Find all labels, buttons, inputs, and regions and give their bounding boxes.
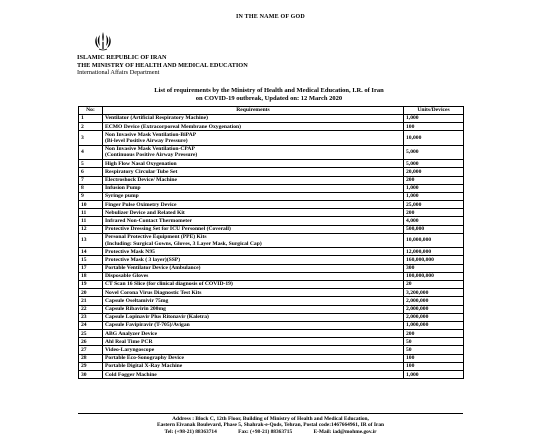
footer-address-line2: Eastern Eivanak Boulevard, Phase 5, Shahrak-e-Qods, Tehran, Postal code:1467664961, IR of Iran [156, 422, 385, 429]
requirement-cell [103, 313, 404, 321]
iran-emblem-icon [94, 30, 112, 52]
row-number: 27 [79, 346, 103, 354]
requirement-text: Infusion Pump [105, 185, 141, 192]
row-number: 20 [79, 289, 103, 297]
column-header-units: Units/Devices [404, 107, 464, 115]
row-number: 26 [79, 338, 103, 346]
row-number: 25 [79, 330, 103, 338]
ministry-name: THE MINISTRY OF HEALTH AND MEDICAL EDUCATION [77, 61, 248, 69]
table-row [79, 176, 464, 184]
row-number: 15 [79, 256, 103, 264]
requirement-text: Ventilator (Artificial Respiratory Machine) [105, 115, 208, 122]
table-row [79, 192, 464, 200]
row-number: 24 [79, 321, 103, 329]
requirement-cell [103, 168, 404, 176]
units-cell: 300 [404, 264, 464, 272]
requirement-text: Video-Laryngoscope [105, 346, 155, 353]
requirement-cell [103, 233, 404, 247]
requirement-cell [103, 123, 404, 131]
document-title-line1: List of requirements by the Ministry of Health and Medical Education, I.R. of Iran [154, 87, 384, 94]
requirement-cell [103, 184, 404, 192]
requirement-cell [103, 354, 404, 362]
units-cell: 4,000 [404, 217, 464, 225]
units-cell: 50 [404, 338, 464, 346]
requirement-text: Capsule Favipiravir (T-705)/Avigan [105, 322, 190, 329]
units-cell: 1,000 [404, 192, 464, 200]
requirement-text: High Flow Nasal Oxygenation [105, 160, 177, 167]
row-number: 19 [79, 280, 103, 288]
requirement-cell [103, 346, 404, 354]
requirement-cell [103, 362, 404, 370]
footer-address-line1: Address : Block C, 12th Floor, Building of Ministry of Health and Medical Education, [172, 416, 369, 422]
requirement-cell [103, 209, 404, 217]
units-cell: 100 [404, 123, 464, 131]
requirement-cell [103, 201, 404, 209]
footer-divider [78, 413, 463, 414]
table-row [79, 272, 464, 280]
requirement-text: Novel Corona Virus Diagnostic Test Kits [105, 289, 202, 296]
table-row [79, 115, 464, 123]
table-row [79, 168, 464, 176]
column-header-requirements: Requirements [103, 107, 404, 115]
table-header-row [79, 107, 464, 115]
row-number: 9 [79, 192, 103, 200]
units-cell: 2,000,000 [404, 305, 464, 313]
requirement-cell [103, 264, 404, 272]
requirement-text: Portable Ventilator Device (Ambulance) [105, 265, 201, 272]
footer-contact [78, 429, 463, 435]
table-row [79, 201, 464, 209]
units-cell: 500,000 [404, 225, 464, 233]
requirement-text: Personal Protective Equipment (PPE) Kits [105, 234, 207, 241]
requirement-text: Disposable Gloves [105, 273, 149, 280]
row-number: 14 [79, 248, 103, 256]
units-cell: 200 [404, 330, 464, 338]
row-number: 11 [79, 209, 103, 217]
table-row [79, 256, 464, 264]
units-cell: 1,000 [404, 184, 464, 192]
top-title: IN THE NAME OF GOD [236, 14, 305, 20]
requirement-cell [103, 145, 404, 159]
footer-fax: Fax: (+98-21) 88363715 [238, 428, 293, 435]
requirement-text: Capsule Lopinavir Plus Ritonavir (Kaletra) [105, 314, 209, 321]
requirement-cell [103, 160, 404, 168]
row-number: 2 [79, 123, 103, 131]
row-number: 3 [79, 131, 103, 145]
units-cell: 100,000,000 [404, 272, 464, 280]
row-number: 21 [79, 297, 103, 305]
table-row [79, 362, 464, 370]
document-title [77, 87, 461, 103]
table-row [79, 209, 464, 217]
requirement-text: Portable Digital X-Ray Machine [105, 363, 183, 370]
requirement-text: Protective Mask ( 3 layer)(SSP) [105, 256, 181, 263]
requirement-text: Ahl Real Time PCR [105, 338, 153, 345]
requirement-text: Syringe pump [105, 193, 139, 200]
requirement-cell [103, 371, 404, 379]
row-number: 5 [79, 160, 103, 168]
units-cell: 10,000 [404, 131, 464, 145]
table-row [79, 248, 464, 256]
requirement-text: Protective Mask N95 [105, 248, 155, 255]
requirement-text: ECMO Device (Extracorporeal Membrane Oxygenation) [105, 123, 241, 130]
row-number: 11 [79, 217, 103, 225]
units-cell: 2,000,000 [404, 313, 464, 321]
table-row [79, 330, 464, 338]
footer-email: E-Mail: iad@mohme.gov.ir [313, 428, 377, 435]
requirement-cell [103, 248, 404, 256]
requirement-text: CT Scan 16 Slice (for clinical diagnosis of COVID-19) [105, 281, 233, 288]
requirement-cell [103, 321, 404, 329]
requirement-cell [103, 217, 404, 225]
units-cell: 20 [404, 280, 464, 288]
requirement-text: Non Invasive Mask Ventilation-BiPAP [105, 131, 197, 138]
table-row [79, 131, 464, 145]
table-row [79, 184, 464, 192]
row-number: 17 [79, 264, 103, 272]
requirement-cell [103, 256, 404, 264]
row-number: 7 [79, 176, 103, 184]
requirement-text: ABG Analyzer Device [105, 330, 158, 337]
requirement-text: Finger Pulse Oximetry Device [105, 201, 177, 208]
units-cell: 1,000 [404, 115, 464, 123]
requirement-cell [103, 338, 404, 346]
requirement-text: Capsule Oseltamivir 75mg [105, 297, 169, 304]
row-number: 6 [79, 168, 103, 176]
row-number: 4 [79, 145, 103, 159]
department-name: International Affairs Department [77, 69, 160, 77]
row-number: 13 [79, 233, 103, 247]
requirement-text: Non Invasive Mask Ventilation-CPAP [105, 146, 195, 153]
table-body [79, 115, 464, 379]
requirement-text: Electroshock Device/ Machine [105, 177, 177, 184]
table-row [79, 305, 464, 313]
table-row [79, 217, 464, 225]
units-cell: 1,000 [404, 371, 464, 379]
requirement-text: Respiratory Circular Tube Set [105, 168, 178, 175]
table-row [79, 264, 464, 272]
units-cell: 2,000,000 [404, 297, 464, 305]
requirement-cell [103, 192, 404, 200]
requirements-table [78, 106, 464, 379]
units-cell: 12,000,000 [404, 248, 464, 256]
requirement-text: Infrared Non-Contact Thermometer [105, 217, 193, 224]
table-row [79, 233, 464, 247]
requirement-text: Cold Fogger Machine [105, 371, 157, 378]
requirement-cell [103, 115, 404, 123]
column-header-no: No: [79, 107, 103, 115]
row-number: 29 [79, 362, 103, 370]
row-number: 12 [79, 225, 103, 233]
table-row [79, 145, 464, 159]
row-number: 23 [79, 313, 103, 321]
units-cell: 20,000 [404, 168, 464, 176]
footer [78, 416, 463, 435]
requirement-cell [103, 289, 404, 297]
row-number: 1 [79, 115, 103, 123]
table-row [79, 338, 464, 346]
requirement-cell [103, 305, 404, 313]
table-row [79, 225, 464, 233]
requirement-cell [103, 131, 404, 145]
requirement-text: Portable Eco-Sonography Device [105, 355, 184, 362]
units-cell: 50 [404, 346, 464, 354]
table-row [79, 123, 464, 131]
units-cell: 160,000,000 [404, 256, 464, 264]
table-row [79, 160, 464, 168]
row-number: 22 [79, 305, 103, 313]
requirement-cell [103, 225, 404, 233]
units-cell: 1,000,000 [404, 321, 464, 329]
row-number: 18 [79, 272, 103, 280]
units-cell: 25,000 [404, 201, 464, 209]
country-name: ISLAMIC REPUBLIC OF IRAN [77, 54, 167, 61]
requirement-subtext: (Bi-level Positive Airway Pressure) [105, 138, 188, 145]
requirement-subtext: (Including: Surgical Gowns, Gloves, 3 Layer Mask, Surgical Cap) [105, 240, 262, 247]
requirement-cell [103, 176, 404, 184]
table-row [79, 289, 464, 297]
table-row [79, 371, 464, 379]
row-number: 30 [79, 371, 103, 379]
units-cell: 10,000,000 [404, 233, 464, 247]
table-row [79, 297, 464, 305]
requirement-cell [103, 297, 404, 305]
units-cell: 5,000 [404, 145, 464, 159]
units-cell: 100 [404, 354, 464, 362]
table-row [79, 313, 464, 321]
units-cell: 3,200,000 [404, 289, 464, 297]
requirement-cell [103, 280, 404, 288]
document-title-line2: on COVID-19 outbreak, Updated on: 12 March 2020 [195, 95, 343, 102]
header-block [77, 54, 457, 77]
row-number: 10 [79, 201, 103, 209]
table-row [79, 354, 464, 362]
requirement-text: Capsule Ribavirin 200mg [105, 306, 166, 313]
footer-tel: Tel: (+98-21) 88363714 [164, 428, 217, 435]
requirement-text: Protective Dressing Set for ICU Personnel (Coverall) [105, 226, 231, 233]
requirement-cell [103, 272, 404, 280]
row-number: 8 [79, 184, 103, 192]
requirement-text: Nebulizer Device and Related Kit [105, 209, 185, 216]
table-row [79, 346, 464, 354]
units-cell: 200 [404, 176, 464, 184]
table-row [79, 280, 464, 288]
units-cell: 100 [404, 362, 464, 370]
requirement-subtext: (Continuous Positive Airway Pressure) [105, 152, 198, 159]
requirement-cell [103, 330, 404, 338]
table-row [79, 321, 464, 329]
row-number: 28 [79, 354, 103, 362]
units-cell: 200 [404, 209, 464, 217]
units-cell: 5,000 [404, 160, 464, 168]
